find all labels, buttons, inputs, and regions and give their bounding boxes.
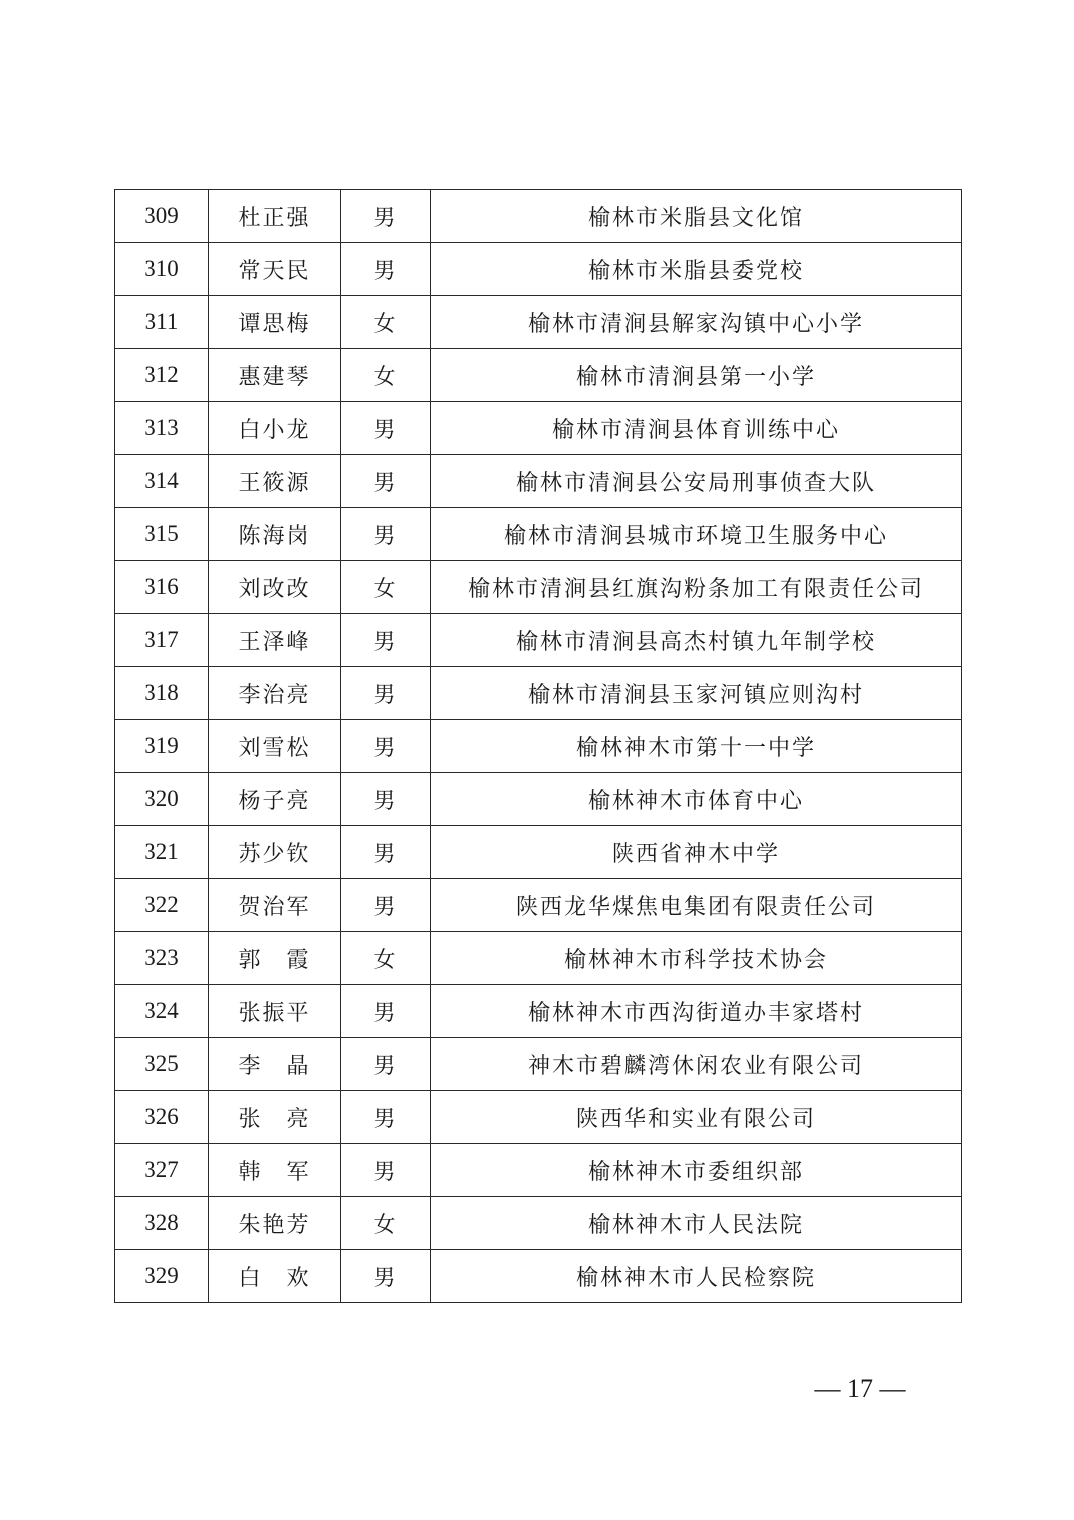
table-row	[115, 614, 962, 667]
row-number-cell: 319	[115, 720, 209, 773]
name-cell: 杜正强	[209, 190, 341, 243]
unit-cell: 榆林市米脂县委党校	[431, 243, 962, 296]
unit-cell: 陕西华和实业有限公司	[431, 1091, 962, 1144]
name-cell: 白小龙	[209, 402, 341, 455]
table-row	[115, 296, 962, 349]
name-cell: 白 欢	[209, 1250, 341, 1303]
gender-cell: 男	[341, 614, 431, 667]
row-number-cell: 318	[115, 667, 209, 720]
table-row	[115, 1144, 962, 1197]
gender-cell: 男	[341, 243, 431, 296]
table-row	[115, 349, 962, 402]
name-cell: 郭 霞	[209, 932, 341, 985]
row-number-cell: 324	[115, 985, 209, 1038]
table-row	[115, 561, 962, 614]
unit-cell: 榆林市清涧县公安局刑事侦查大队	[431, 455, 962, 508]
table-row	[115, 879, 962, 932]
unit-cell: 榆林神木市人民法院	[431, 1197, 962, 1250]
unit-cell: 榆林神木市体育中心	[431, 773, 962, 826]
row-number-cell: 315	[115, 508, 209, 561]
page-number: — 17 —	[814, 1374, 906, 1403]
table-row	[115, 1091, 962, 1144]
gender-cell: 男	[341, 985, 431, 1038]
row-number-cell: 322	[115, 879, 209, 932]
table-row	[115, 985, 962, 1038]
table-row	[115, 243, 962, 296]
gender-cell: 男	[341, 508, 431, 561]
row-number-cell: 316	[115, 561, 209, 614]
gender-cell: 男	[341, 667, 431, 720]
name-cell: 张振平	[209, 985, 341, 1038]
gender-cell: 男	[341, 190, 431, 243]
table-row	[115, 1250, 962, 1303]
name-cell: 刘雪松	[209, 720, 341, 773]
unit-cell: 榆林市清涧县玉家河镇应则沟村	[431, 667, 962, 720]
name-cell: 刘改改	[209, 561, 341, 614]
row-number-cell: 328	[115, 1197, 209, 1250]
gender-cell: 男	[341, 1091, 431, 1144]
name-cell: 杨子亮	[209, 773, 341, 826]
gender-cell: 男	[341, 879, 431, 932]
name-cell: 贺治军	[209, 879, 341, 932]
name-cell: 惠建琴	[209, 349, 341, 402]
gender-cell: 男	[341, 1144, 431, 1197]
unit-cell: 神木市碧麟湾休闲农业有限公司	[431, 1038, 962, 1091]
table-row	[115, 826, 962, 879]
row-number-cell: 326	[115, 1091, 209, 1144]
name-cell: 李治亮	[209, 667, 341, 720]
gender-cell: 女	[341, 296, 431, 349]
row-number-cell: 313	[115, 402, 209, 455]
gender-cell: 男	[341, 455, 431, 508]
gender-cell: 男	[341, 826, 431, 879]
gender-cell: 男	[341, 773, 431, 826]
unit-cell: 榆林神木市西沟街道办丰家塔村	[431, 985, 962, 1038]
row-number-cell: 310	[115, 243, 209, 296]
unit-cell: 榆林神木市人民检察院	[431, 1250, 962, 1303]
row-number-cell: 329	[115, 1250, 209, 1303]
gender-cell: 女	[341, 349, 431, 402]
row-number-cell: 314	[115, 455, 209, 508]
honoree-table	[114, 189, 962, 1303]
row-number-cell: 323	[115, 932, 209, 985]
table-row	[115, 1197, 962, 1250]
gender-cell: 女	[341, 561, 431, 614]
table-row	[115, 190, 962, 243]
name-cell: 谭思梅	[209, 296, 341, 349]
gender-cell: 男	[341, 402, 431, 455]
row-number-cell: 317	[115, 614, 209, 667]
row-number-cell: 321	[115, 826, 209, 879]
table-row	[115, 1038, 962, 1091]
unit-cell: 榆林市清涧县城市环境卫生服务中心	[431, 508, 962, 561]
row-number-cell: 311	[115, 296, 209, 349]
table-row	[115, 402, 962, 455]
unit-cell: 榆林市清涧县解家沟镇中心小学	[431, 296, 962, 349]
unit-cell: 榆林市清涧县红旗沟粉条加工有限责任公司	[431, 561, 962, 614]
name-cell: 张 亮	[209, 1091, 341, 1144]
row-number-cell: 312	[115, 349, 209, 402]
gender-cell: 男	[341, 1250, 431, 1303]
table-row	[115, 508, 962, 561]
table-row	[115, 720, 962, 773]
table-row	[115, 773, 962, 826]
unit-cell: 榆林神木市第十一中学	[431, 720, 962, 773]
gender-cell: 女	[341, 1197, 431, 1250]
gender-cell: 女	[341, 932, 431, 985]
unit-cell: 榆林神木市委组织部	[431, 1144, 962, 1197]
row-number-cell: 327	[115, 1144, 209, 1197]
gender-cell: 男	[341, 720, 431, 773]
table-row	[115, 455, 962, 508]
unit-cell: 榆林市清涧县高杰村镇九年制学校	[431, 614, 962, 667]
table-row	[115, 932, 962, 985]
name-cell: 常天民	[209, 243, 341, 296]
table-row	[115, 667, 962, 720]
unit-cell: 榆林市清涧县第一小学	[431, 349, 962, 402]
name-cell: 韩 军	[209, 1144, 341, 1197]
name-cell: 王筱源	[209, 455, 341, 508]
name-cell: 李 晶	[209, 1038, 341, 1091]
unit-cell: 陕西省神木中学	[431, 826, 962, 879]
unit-cell: 陕西龙华煤焦电集团有限责任公司	[431, 879, 962, 932]
table-body	[115, 190, 962, 1303]
unit-cell: 榆林市清涧县体育训练中心	[431, 402, 962, 455]
row-number-cell: 320	[115, 773, 209, 826]
row-number-cell: 309	[115, 190, 209, 243]
name-cell: 苏少钦	[209, 826, 341, 879]
unit-cell: 榆林神木市科学技术协会	[431, 932, 962, 985]
name-cell: 陈海岗	[209, 508, 341, 561]
unit-cell: 榆林市米脂县文化馆	[431, 190, 962, 243]
gender-cell: 男	[341, 1038, 431, 1091]
name-cell: 朱艳芳	[209, 1197, 341, 1250]
row-number-cell: 325	[115, 1038, 209, 1091]
name-cell: 王泽峰	[209, 614, 341, 667]
